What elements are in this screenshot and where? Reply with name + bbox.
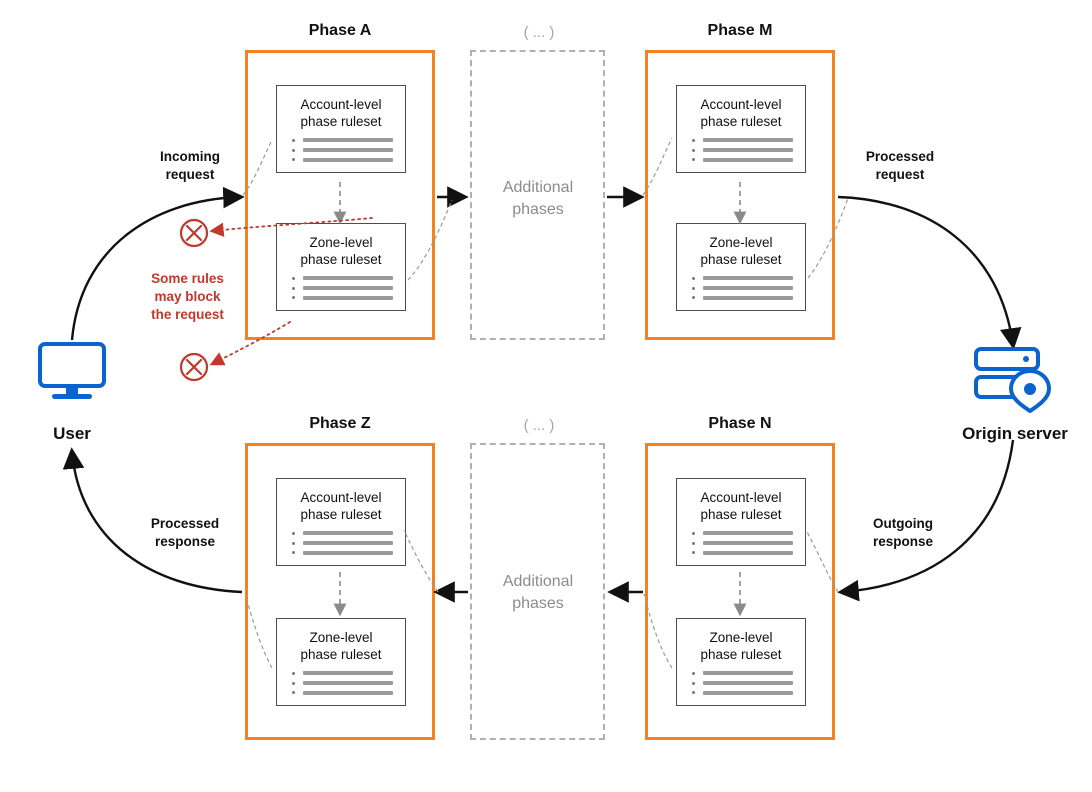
- ruleset-title-line1: Account-level: [700, 97, 782, 112]
- ruleset-account-level-z[interactable]: [276, 478, 406, 566]
- edge-label-line1: Incoming: [160, 149, 220, 164]
- origin-server-label: Origin server: [962, 424, 1068, 443]
- vertical-dots-icon: [691, 276, 695, 300]
- ruleset-account-level-a[interactable]: [276, 85, 406, 173]
- rule-line: [703, 671, 793, 675]
- block-note-line2: may block: [154, 289, 221, 304]
- ruleset-zone-level-a[interactable]: [276, 223, 406, 311]
- ruleset-title-line2: phase ruleset: [300, 647, 382, 662]
- phase-title-a: Phase A: [308, 22, 372, 39]
- rule-line: [703, 551, 793, 555]
- additional-phases-dots-top: ( ... ): [523, 24, 555, 41]
- vertical-dots-icon: [691, 671, 695, 695]
- edge-label-processed-response: [125, 515, 245, 551]
- ruleset-title-line1: Account-level: [700, 490, 782, 505]
- edge-label-line2: request: [875, 167, 925, 182]
- ruleset-title-line1: Zone-level: [709, 235, 773, 250]
- phase-box-n[interactable]: [645, 443, 835, 740]
- vertical-dots-icon: [291, 531, 295, 555]
- additional-phases-label-bottom: [468, 571, 608, 615]
- vertical-dots-icon: [691, 138, 695, 162]
- vertical-dots-icon: [291, 138, 295, 162]
- rule-line: [303, 286, 393, 290]
- phase-title-n: Phase N: [708, 415, 772, 432]
- ruleset-zone-level-m[interactable]: [676, 223, 806, 311]
- additional-line1: Additional: [502, 179, 574, 196]
- rule-list: [289, 138, 393, 162]
- additional-line2: phases: [512, 201, 564, 218]
- ruleset-title-line2: phase ruleset: [700, 252, 782, 267]
- rule-line: [303, 681, 393, 685]
- ruleset-title-line2: phase ruleset: [700, 647, 782, 662]
- rule-line: [303, 531, 393, 535]
- rule-line: [303, 158, 393, 162]
- rule-line: [303, 138, 393, 142]
- ruleset-account-level-m[interactable]: [676, 85, 806, 173]
- vertical-dots-icon: [691, 531, 695, 555]
- rule-line: [703, 296, 793, 300]
- ruleset-title-line1: Zone-level: [309, 630, 373, 645]
- rule-line: [703, 138, 793, 142]
- phase-title-m: Phase M: [707, 22, 773, 39]
- rule-line: [703, 286, 793, 290]
- rule-list: [689, 276, 793, 300]
- edge-label-line1: Processed: [150, 516, 220, 531]
- ruleset-title-line2: phase ruleset: [300, 507, 382, 522]
- rule-line: [703, 531, 793, 535]
- user-label: User: [53, 424, 91, 443]
- rule-line: [703, 681, 793, 685]
- rule-list: [689, 138, 793, 162]
- arrow-processed-request: [838, 197, 1013, 345]
- ruleset-title-line2: phase ruleset: [300, 252, 382, 267]
- ruleset-title-line2: phase ruleset: [700, 507, 782, 522]
- ruleset-zone-level-z[interactable]: [276, 618, 406, 706]
- blocked-circle-x-icon: [181, 354, 207, 380]
- block-note-line3: the request: [151, 307, 224, 322]
- rule-line: [303, 296, 393, 300]
- ruleset-title-line1: Account-level: [300, 97, 382, 112]
- monitor-icon: [30, 340, 114, 404]
- edge-label-line2: response: [154, 534, 216, 549]
- rule-line: [703, 691, 793, 695]
- ruleset-title-line1: Zone-level: [309, 235, 373, 250]
- ruleset-title-line1: Zone-level: [709, 630, 773, 645]
- rule-line: [703, 158, 793, 162]
- ruleset-title-line2: phase ruleset: [300, 114, 382, 129]
- server-icon: [968, 345, 1060, 413]
- rule-line: [303, 276, 393, 280]
- additional-line1: Additional: [502, 573, 574, 590]
- rule-line: [303, 551, 393, 555]
- rule-list: [289, 531, 393, 555]
- rule-line: [303, 691, 393, 695]
- blocked-circle-x-icon: [181, 220, 207, 246]
- block-note-line1: Some rules: [151, 271, 224, 286]
- edge-label-incoming-request: [130, 148, 250, 184]
- edge-label-processed-request: [840, 148, 960, 184]
- vertical-dots-icon: [291, 276, 295, 300]
- additional-phases-dots-bottom: ( ... ): [523, 417, 555, 434]
- rule-list: [689, 671, 793, 695]
- rule-line: [303, 148, 393, 152]
- rule-line: [303, 541, 393, 545]
- rule-line: [303, 671, 393, 675]
- rule-line: [703, 541, 793, 545]
- phase-box-a[interactable]: [245, 50, 435, 340]
- edge-label-outgoing-response: [848, 515, 958, 551]
- edge-label-line2: response: [872, 534, 934, 549]
- edge-label-line1: Outgoing: [873, 516, 933, 531]
- ruleset-zone-level-n[interactable]: [676, 618, 806, 706]
- block-note: [125, 270, 250, 324]
- vertical-dots-icon: [291, 671, 295, 695]
- rule-line: [703, 276, 793, 280]
- ruleset-title-line1: Account-level: [300, 490, 382, 505]
- ruleset-account-level-n[interactable]: [676, 478, 806, 566]
- additional-phases-label-top: [468, 177, 608, 221]
- phase-box-z[interactable]: [245, 443, 435, 740]
- edge-label-line2: request: [165, 167, 215, 182]
- phase-title-z: Phase Z: [309, 415, 371, 432]
- phase-box-m[interactable]: [645, 50, 835, 340]
- rule-list: [289, 276, 393, 300]
- rule-list: [289, 671, 393, 695]
- additional-line2: phases: [512, 595, 564, 612]
- edge-label-line1: Processed: [865, 149, 935, 164]
- rule-line: [703, 148, 793, 152]
- rule-list: [689, 531, 793, 555]
- ruleset-title-line2: phase ruleset: [700, 114, 782, 129]
